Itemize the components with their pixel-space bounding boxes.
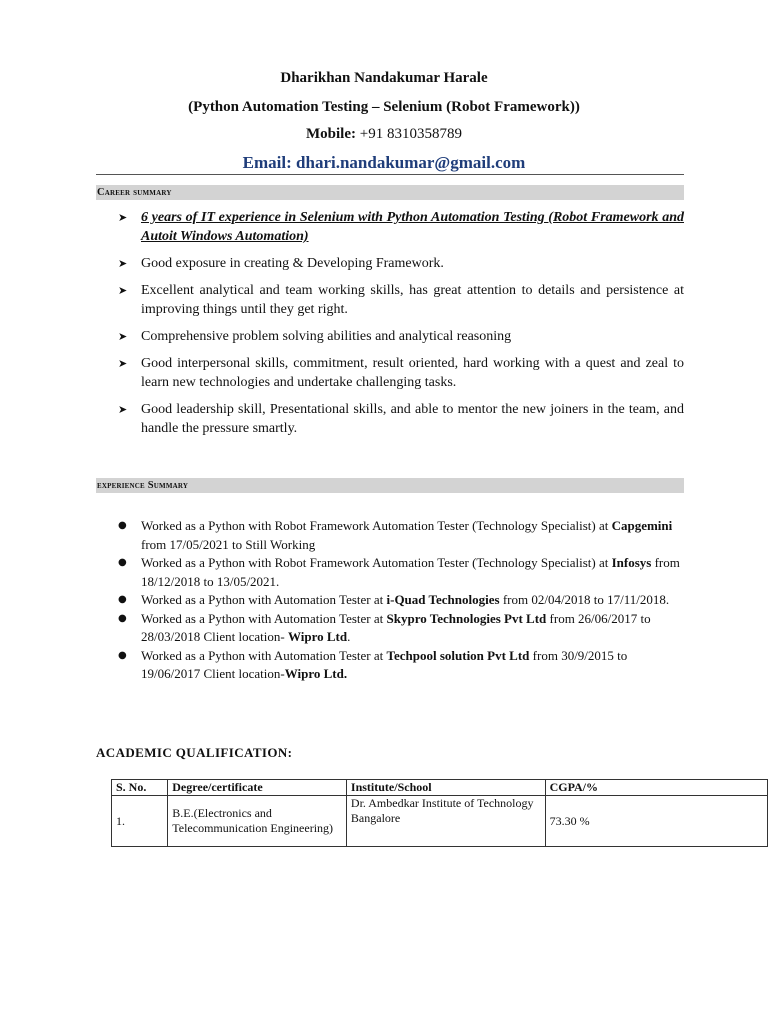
list-item: ● Worked as a Python with Automation Tester at Skypro Technologies Pvt Ltd from 26/06/2017 to 28/03/2018 Client location- Wipro Ltd.: [118, 610, 651, 644]
list-item: ➤ Comprehensive problem solving abilities and analytical reasoning: [118, 329, 512, 344]
table-cell: B.E.(Electronics and Telecommunication Engineering): [168, 796, 347, 847]
arrow-bullet-icon: ➤: [118, 330, 128, 343]
list-item: ● Worked as a Python with Automation Tester at i-Quad Technologies from 02/04/2018 to 17/11/2018.: [118, 591, 684, 610]
arrow-bullet-icon: ➤: [118, 257, 128, 270]
company-name: Skypro Technologies Pvt Ltd: [386, 610, 547, 626]
company-name: Capgemini: [611, 518, 673, 533]
column-header: S. No.: [112, 780, 168, 796]
list-item: ➤ Good leadership skill, Presentational skills, and able to mentor the new joiners in the team, and handle the pressure smartly.: [118, 402, 684, 436]
arrow-bullet-icon: ➤: [118, 284, 128, 297]
column-header: Institute/School: [346, 780, 545, 796]
academic-table: [111, 779, 768, 847]
table-cell: 73.30 %: [545, 796, 767, 847]
list-item: ➤ Good exposure in creating & Developing Framework.: [118, 256, 444, 271]
arrow-bullet-icon: ➤: [118, 357, 128, 370]
client-name: Wipro Ltd: [287, 629, 348, 644]
mobile-label: Mobile:: [306, 126, 357, 142]
candidate-role: (Python Automation Testing – Selenium (Robot Framework)): [188, 99, 580, 115]
list-item: ● Worked as a Python with Robot Framework Automation Tester (Technology Specialist) at Infosys from 18/12/2018 to 13/05/2021.: [118, 555, 680, 589]
company-name: i-Quad Technologies: [386, 592, 500, 607]
disc-bullet-icon: ●: [118, 594, 127, 605]
column-header: CGPA/%: [545, 780, 767, 796]
list-item: ➤ Good interpersonal skills, commitment, result oriented, hard working with a quest and zeal to learn new technologies and undertake challenging tasks.: [118, 356, 684, 390]
list-item: ● Worked as a Python with Automation Tester at Techpool solution Pvt Ltd from 30/9/2015 to 19/06/2017 Client location-Wipro Ltd.: [118, 647, 628, 681]
academic-heading: ACADEMIC QUALIFICATION:: [96, 745, 293, 760]
table-header-row: [112, 780, 768, 796]
experience-summary-heading: experience Summary: [96, 478, 684, 493]
career-summary-heading: Career summary: [96, 185, 684, 200]
disc-bullet-icon: ●: [118, 649, 127, 661]
column-header: Degree/certificate: [168, 780, 347, 796]
career-summary-list: [118, 208, 684, 446]
arrow-bullet-icon: ➤: [118, 211, 128, 224]
header-divider: [96, 174, 684, 175]
company-name: Techpool solution Pvt Ltd: [386, 647, 530, 663]
list-item: ➤ 6 years of IT experience in Selenium with Python Automation Testing (Robot Framework and Autoit Windows Automation): [118, 210, 684, 244]
arrow-bullet-icon: ➤: [118, 403, 128, 416]
disc-bullet-icon: ●: [118, 557, 127, 568]
company-name: Infosys: [611, 555, 652, 570]
experience-list: [118, 517, 684, 684]
list-item: ➤ Excellent analytical and team working skills, has great attention to details and persistence at improving things until they get right.: [118, 283, 684, 317]
mobile-number: +91 8310358789: [356, 126, 462, 142]
table-cell: Dr. Ambedkar Institute of Technology Bangalore: [346, 796, 545, 847]
disc-bullet-icon: ●: [118, 520, 127, 531]
candidate-name: Dharikhan Nandakumar Harale: [280, 70, 488, 86]
client-name: Wipro Ltd.: [284, 666, 348, 681]
table-cell: 1.: [112, 796, 168, 847]
email-line: Email: dhari.nandakumar@gmail.com: [242, 153, 526, 172]
disc-bullet-icon: ●: [118, 612, 127, 624]
mobile-line: [0, 126, 768, 143]
table-row: [112, 796, 768, 847]
list-item: ● Worked as a Python with Robot Framework Automation Tester (Technology Specialist) at Capgemini from 17/05/2021 to Still Working: [118, 518, 673, 552]
